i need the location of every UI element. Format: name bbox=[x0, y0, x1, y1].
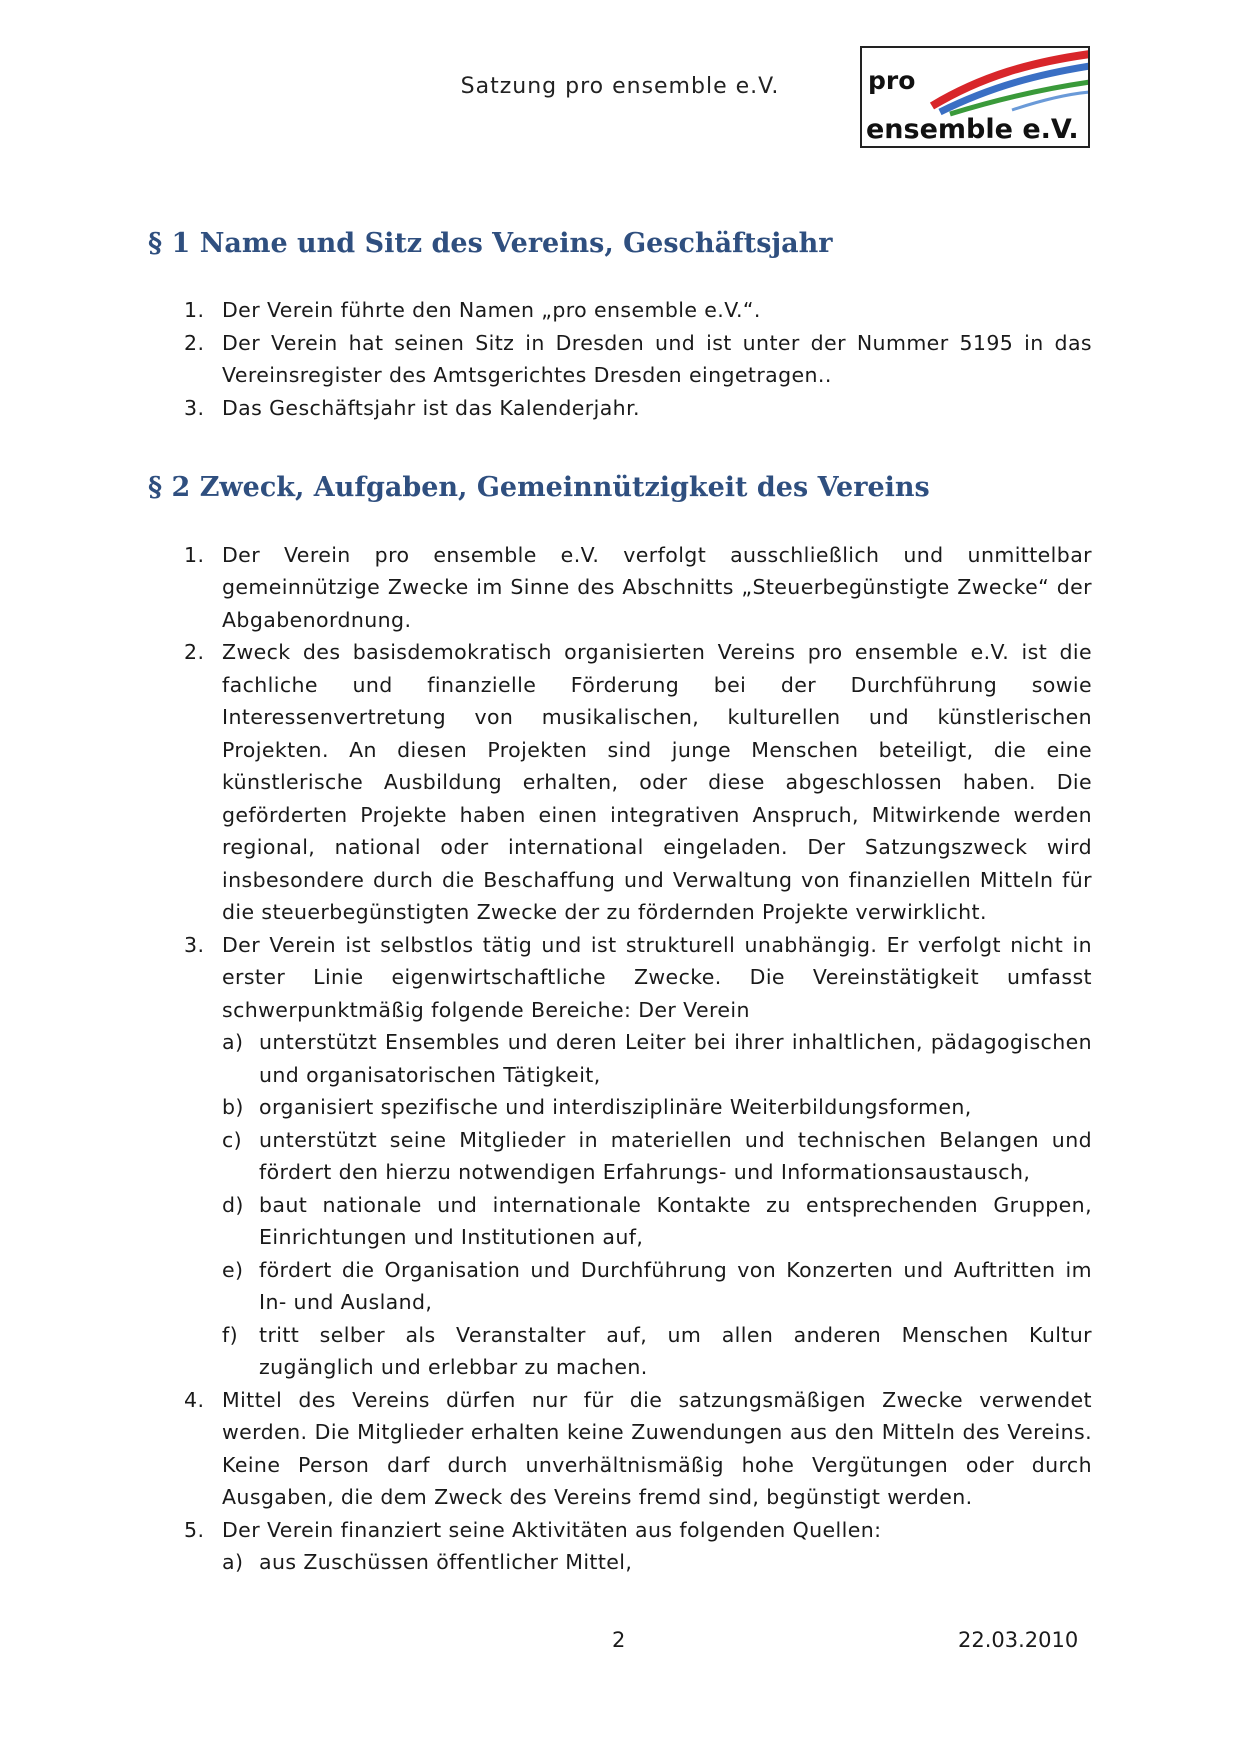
list-item bbox=[148, 327, 1092, 392]
sub-item bbox=[222, 1091, 1092, 1124]
item-number: 1. bbox=[184, 298, 205, 323]
item-text: Der Verein ist selbstlos tätig und ist strukturell unabhängig. Er verfolgt nicht in erster Linie eigenwirtschaftliche Zwecke. Die Vereinstätigkeit umfasst schwerpunktmäßig folgende Bereiche: Der Verein bbox=[222, 932, 1092, 1022]
pro-ensemble-logo bbox=[860, 46, 1090, 148]
logo-text-ensemble: ensemble e.V. bbox=[866, 114, 1079, 145]
section-2-list bbox=[148, 539, 1092, 1579]
sub-item-letter: b) bbox=[222, 1095, 244, 1120]
item-number: 5. bbox=[184, 1517, 205, 1542]
document-date: 22.03.2010 bbox=[958, 1628, 1079, 1652]
sub-item-text: tritt selber als Veranstalter auf, um allen anderen Menschen Kultur zugänglich und erlebbar zu machen. bbox=[259, 1322, 1092, 1380]
item-text: Das Geschäftsjahr ist das Kalenderjahr. bbox=[222, 395, 640, 420]
item-text: Der Verein finanziert seine Aktivitäten aus folgenden Quellen: bbox=[222, 1517, 882, 1542]
sub-item-text: unterstützt seine Mitglieder in materiellen und technischen Belangen und fördert den hierzu notwendigen Erfahrungs- und Informationsaustausch, bbox=[259, 1127, 1092, 1185]
item-number: 3. bbox=[184, 932, 205, 957]
section-1-list bbox=[148, 294, 1092, 424]
sub-item-letter: e) bbox=[222, 1257, 244, 1282]
list-item bbox=[148, 539, 1092, 637]
item-text: Mittel des Vereins dürfen nur für die satzungsmäßigen Zwecke verwendet werden. Die Mitglieder erhalten keine Zuwendungen aus den Mitteln des Vereins. Keine Person darf durch unverhältnismäßig hohe Vergütungen oder durch Ausgaben, die dem Zweck des Vereins fremd sind, begünstigt werden. bbox=[222, 1387, 1092, 1510]
list-item bbox=[148, 1384, 1092, 1514]
document-header-title: Satzung pro ensemble e.V. bbox=[460, 74, 780, 99]
section-heading-1: § 1 Name und Sitz des Vereins, Geschäftsjahr bbox=[148, 228, 833, 259]
sub-item-letter: c) bbox=[222, 1127, 243, 1152]
sub-item-text: unterstützt Ensembles und deren Leiter bei ihrer inhaltlichen, pädagogischen und organisatorischen Tätigkeit, bbox=[259, 1030, 1092, 1087]
sub-item bbox=[222, 1254, 1092, 1319]
sub-item bbox=[222, 1546, 1092, 1579]
list-item bbox=[148, 929, 1092, 1384]
section-heading-2: § 2 Zweck, Aufgaben, Gemeinnützigkeit des Vereins bbox=[148, 472, 930, 504]
sub-item-text: fördert die Organisation und Durchführung von Konzerten und Auftritten im In- und Ausland, bbox=[259, 1257, 1092, 1315]
item-text: Der Verein pro ensemble e.V. verfolgt ausschließlich und unmittelbar gemeinnützige Zwecke im Sinne des Abschnitts „Steuerbegünstigte Zwecke“ der Abgabenordnung. bbox=[222, 542, 1092, 632]
item-text: Zweck des basisdemokratisch organisierten Vereins pro ensemble e.V. ist die fachliche und finanzielle Förderung bei der Durchführung sowie Interessenvertretung von musikalischen, kulturellen und künstlerischen Projekten. An diesen Projekten sind junge Menschen beteiligt, die eine künstlerische Ausbildung erhalten, oder diese abgeschlossen haben. Die geförderten Projekte haben einen integrativen Anspruch, Mitwirkende werden regional, national oder international eingeladen. Der Satzungszweck wird insbesondere durch die Beschaffung und Verwaltung von finanziellen Mitteln für die steuerbegünstigten Zwecke der zu fördernden Projekte verwirklicht. bbox=[222, 640, 1092, 925]
item-number: 4. bbox=[184, 1387, 205, 1412]
document-body bbox=[148, 228, 1092, 1579]
sub-item-letter: a) bbox=[222, 1030, 244, 1055]
sub-item bbox=[222, 1026, 1092, 1091]
sub-item-text: baut nationale und internationale Kontakte zu entsprechenden Gruppen, Einrichtungen und Institutionen auf, bbox=[259, 1192, 1092, 1250]
sub-item-letter: d) bbox=[222, 1192, 244, 1217]
sub-item bbox=[222, 1319, 1092, 1384]
list-item bbox=[148, 636, 1092, 929]
item-number: 3. bbox=[184, 395, 205, 420]
item-text: Der Verein führte den Namen „pro ensemble e.V.“. bbox=[222, 298, 761, 323]
list-item bbox=[148, 1514, 1092, 1579]
logo-text-pro: pro bbox=[868, 66, 916, 95]
sub-item-letter: a) bbox=[222, 1550, 244, 1575]
sub-item bbox=[222, 1189, 1092, 1254]
item-text: Der Verein hat seinen Sitz in Dresden und ist unter der Nummer 5195 in das Vereinsregister des Amtsgerichtes Dresden eingetragen.. bbox=[222, 330, 1092, 388]
item-number: 1. bbox=[184, 542, 205, 567]
item-number: 2. bbox=[184, 640, 205, 665]
sub-item bbox=[222, 1124, 1092, 1189]
list-item bbox=[148, 294, 1092, 327]
list-item bbox=[148, 392, 1092, 425]
sub-item-letter: f) bbox=[222, 1322, 239, 1347]
item-number: 2. bbox=[184, 330, 205, 355]
page-number: 2 bbox=[612, 1628, 626, 1652]
sub-item-text: aus Zuschüssen öffentlicher Mittel, bbox=[259, 1550, 633, 1575]
sub-item-text: organisiert spezifische und interdisziplinäre Weiterbildungsformen, bbox=[259, 1095, 972, 1120]
